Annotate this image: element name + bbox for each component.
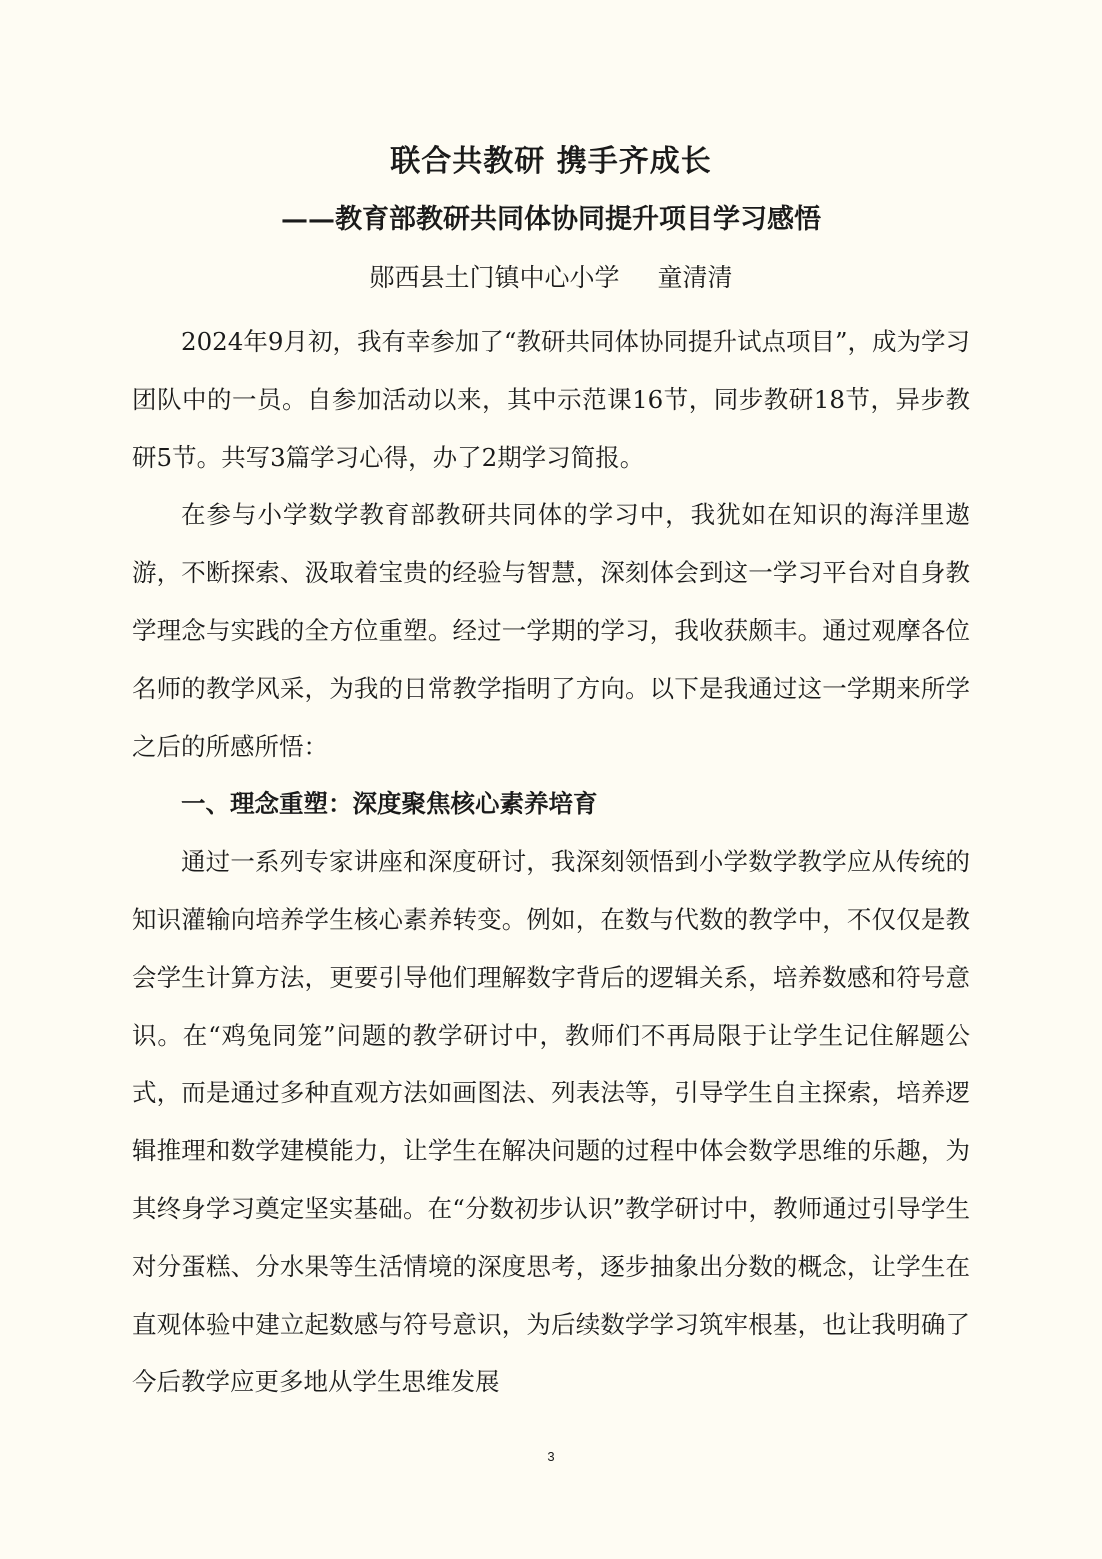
document-body (132, 313, 970, 1411)
section-heading: 一、理念重塑：深度聚焦核心素养培育 (181, 789, 598, 819)
school-name: 郧西县土门镇中心小学 (369, 263, 620, 292)
author-line (0, 256, 1102, 300)
page-number: 3 (547, 1449, 555, 1464)
document-title: 联合共教研 携手齐成长 (390, 144, 712, 179)
paragraph-section-one: 通过一系列专家讲座和深度研讨，我深刻领悟到小学数学教学应从传统的知识灌输向培养学生核心素养转变。例如，在数与代数的教学中，不仅仅是教会学生计算方法，更要引导他们理解数字背后的逻辑关系，培养数感和符号意识。在“鸡兔同笼”问题的教学研讨中，教师们不再局限于让学生记住解题公式，而是通过多种直观方法如画图法、列表法等，引导学生自主探索，培养逻辑推理和数学建模能力，让学生在解决问题的过程中体会数学思维的乐趣，为其终身学习奠定坚实基础。在“分数初步认识”教学研讨中，教师通过引导学生对分蛋糕、分水果等生活情境的深度思考，逐步抽象出分数的概念，让学生在直观体验中建立起数感与符号意识，为后续数学学习筑牢根基，也让我明确了今后教学应更多地从学生思维发展 (132, 847, 970, 1397)
document-subtitle: ——教育部教研共同体协同提升项目学习感悟 (281, 204, 821, 235)
paragraph-intro: 2024年9月初，我有幸参加了“教研共同体协同提升试点项目”，成为学习团队中的一员。自参加活动以来，其中示范课16节，同步教研18节，异步教研5节。共写3篇学习心得，办了2期学习简报。 (132, 327, 970, 472)
author-name: 童清清 (657, 263, 733, 292)
paragraph-reflection: 在参与小学数学教育部教研共同体的学习中，我犹如在知识的海洋里遨游，不断探索、汲取着宝贵的经验与智慧，深刻体会到这一学习平台对自身教学理念与实践的全方位重塑。经过一学期的学习，我收获颇丰。通过观摩各位名师的教学风采，为我的日常教学指明了方向。以下是我通过这一学期来所学之后的所感所悟： (132, 500, 970, 761)
